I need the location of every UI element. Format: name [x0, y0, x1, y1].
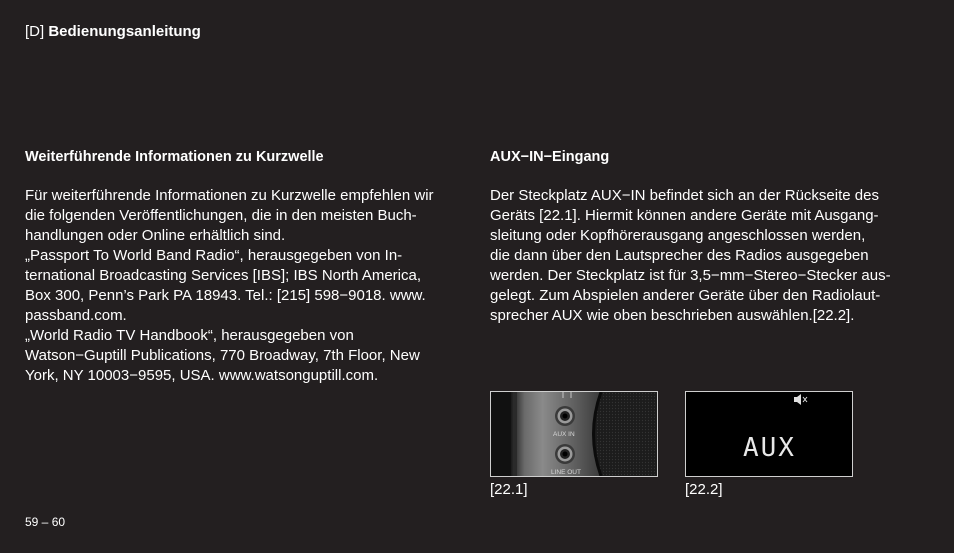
lcd-display — [686, 392, 852, 476]
aux-in-jack — [555, 406, 575, 426]
body-line: die dann über den Lautsprecher des Radios ausgegeben — [490, 247, 869, 264]
aux-in-section — [490, 148, 915, 326]
body-line: ternational Broadcasting Services [IBS]; IBS North America, — [25, 267, 422, 284]
shortwave-info-body — [25, 186, 457, 386]
figure-caption: [22.1] — [490, 481, 528, 498]
header-title: Bedienungsanleitung — [48, 23, 201, 40]
body-line: werden. Der Steckplatz ist für 3,5−mm−Stereo−Stecker aus- — [490, 267, 891, 284]
aux-display-screenshot — [685, 391, 853, 477]
aux-in-body — [490, 186, 915, 326]
page-number: 59 – 60 — [25, 515, 66, 529]
line-out-jack — [555, 444, 575, 464]
body-line: Box 300, Penn’s Park PA 18943. Tel.: [215] 598−9018. www. — [25, 287, 426, 304]
body-line: „Passport To World Band Radio“, herausgegeben von In- — [25, 247, 403, 264]
shortwave-info-section — [25, 148, 457, 386]
body-line: die folgenden Veröffentlichungen, die in den meisten Buch- — [25, 207, 417, 224]
lcd-aux-text: AUX — [743, 433, 796, 463]
body-line: sleitung oder Kopfhörerausgang angeschlossen werden, — [490, 227, 866, 244]
shortwave-info-heading: Weiterführende Informationen zu Kurzwelle — [25, 149, 324, 165]
aux-in-heading: AUX−IN−Eingang — [490, 149, 610, 165]
body-line: passband.com. — [25, 307, 127, 324]
body-line: handlungen oder Online erhältlich sind. — [25, 227, 286, 244]
body-line: gelegt. Zum Abspielen anderer Geräte über den Radiolaut- — [490, 287, 881, 304]
body-line: „World Radio TV Handbook“, herausgegeben von — [25, 327, 354, 344]
aux-jack-photo — [490, 391, 658, 477]
body-line: York, NY 10003−9595, USA. www.watsonguptill.com. — [25, 367, 379, 384]
body-line: Geräts [22.1]. Hiermit können andere Geräte mit Ausgang- — [490, 207, 879, 224]
aux-jack-illustration — [491, 392, 657, 476]
figure-caption: [22.2] — [685, 481, 723, 498]
aux-in-label: AUX IN — [553, 431, 575, 438]
body-line: Der Steckplatz AUX−IN befindet sich an der Rückseite des — [490, 187, 879, 204]
line-out-label: LINE OUT — [551, 469, 581, 476]
body-line: sprecher AUX wie oben beschrieben auswählen.[22.2]. — [490, 307, 855, 324]
body-line: Watson−Guptill Publications, 770 Broadway, 7th Floor, New — [25, 347, 420, 364]
header-prefix: [D] — [25, 23, 45, 40]
page-header — [25, 23, 201, 41]
body-line: Für weiterführende Informationen zu Kurzwelle empfehlen wir — [25, 187, 434, 204]
